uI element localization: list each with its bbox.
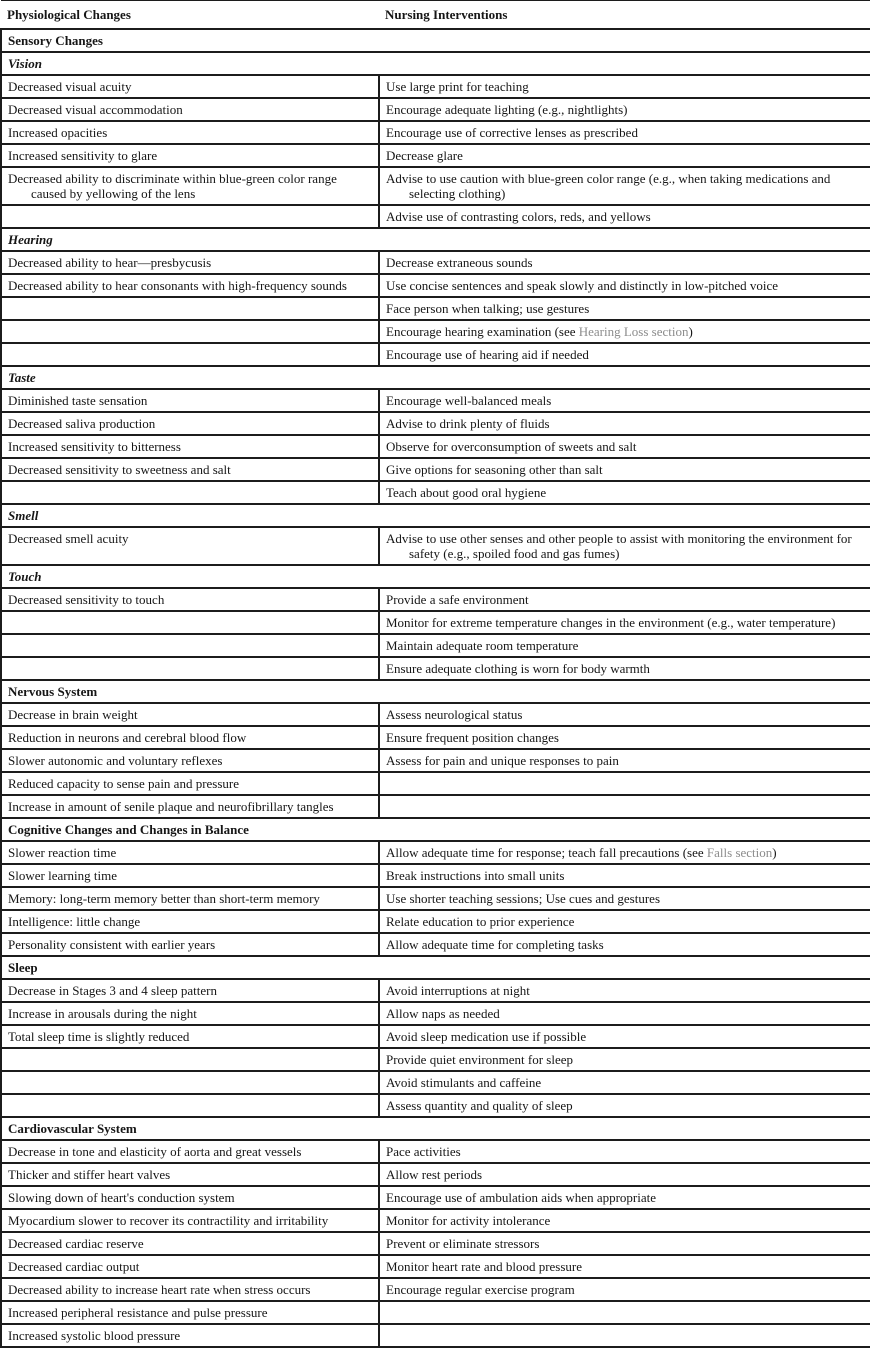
intervention-text: Assess quantity and quality of sleep: [386, 1098, 573, 1113]
physiological-change-cell: Slower learning time: [1, 864, 379, 887]
table-row: [1, 611, 870, 634]
cross-reference-link[interactable]: Falls section: [706, 845, 773, 860]
table-row: [1, 121, 870, 144]
nursing-intervention-cell: [379, 795, 870, 818]
subsection-label: Smell: [1, 504, 870, 527]
nursing-intervention-cell: [379, 481, 870, 504]
physiological-change-cell: [1, 657, 379, 680]
nursing-intervention-cell: [379, 634, 870, 657]
table-row: [1, 98, 870, 121]
nursing-intervention-cell: [379, 527, 870, 565]
physiological-change-cell: Reduced capacity to sense pain and pressure: [1, 772, 379, 795]
subsection-label: Touch: [1, 565, 870, 588]
nursing-intervention-cell: [379, 703, 870, 726]
nursing-intervention-cell: [379, 167, 870, 205]
table-row: [1, 887, 870, 910]
intervention-text: Avoid interruptions at night: [386, 983, 530, 998]
intervention-text: Relate education to prior experience: [386, 914, 575, 929]
intervention-text: Break instructions into small units: [386, 868, 565, 883]
table-row: [1, 144, 870, 167]
nursing-intervention-cell: [379, 1002, 870, 1025]
intervention-text: Assess for pain and unique responses to pain: [386, 753, 619, 768]
intervention-text: Ensure frequent position changes: [386, 730, 559, 745]
table-row: [1, 634, 870, 657]
intervention-text: Give options for seasoning other than salt: [386, 462, 603, 477]
table-row: [1, 1025, 870, 1048]
nursing-intervention-cell: [379, 1301, 870, 1324]
physiological-change-cell: Decreased ability to increase heart rate when stress occurs: [1, 1278, 379, 1301]
nursing-intervention-cell: [379, 1209, 870, 1232]
intervention-text: Encourage adequate lighting (e.g., nightlights): [386, 102, 628, 117]
intervention-text: Encourage well-balanced meals: [386, 393, 552, 408]
table-row: [1, 1163, 870, 1186]
physiological-change-cell: Personality consistent with earlier years: [1, 933, 379, 956]
intervention-text: ): [772, 845, 777, 860]
intervention-text: Advise to use other senses and other people to assist with monitoring the environment for safety (e.g., spoiled food and gas fumes): [386, 531, 852, 561]
intervention-text: Ensure adequate clothing is worn for body warmth: [386, 661, 650, 676]
table-row: [1, 795, 870, 818]
section-row: [1, 29, 870, 52]
column-header-nursing-interventions: Nursing Interventions: [379, 1, 870, 30]
nursing-intervention-cell: [379, 205, 870, 228]
table-row: [1, 167, 870, 205]
physiological-change-cell: [1, 1094, 379, 1117]
physiological-change-cell: Memory: long-term memory better than short-term memory: [1, 887, 379, 910]
physiological-change-cell: Decreased visual accommodation: [1, 98, 379, 121]
table-row: [1, 435, 870, 458]
table-row: [1, 481, 870, 504]
physiological-change-cell: Total sleep time is slightly reduced: [1, 1025, 379, 1048]
physiological-change-cell: [1, 1071, 379, 1094]
nursing-intervention-cell: [379, 435, 870, 458]
physiological-change-cell: Diminished taste sensation: [1, 389, 379, 412]
table-row: [1, 412, 870, 435]
nursing-intervention-cell: [379, 98, 870, 121]
table-header: [1, 1, 870, 30]
intervention-text: Advise use of contrasting colors, reds, and yellows: [386, 209, 651, 224]
nursing-intervention-cell: [379, 458, 870, 481]
section-row: [1, 818, 870, 841]
nursing-intervention-cell: [379, 1186, 870, 1209]
nursing-intervention-cell: [379, 933, 870, 956]
nursing-intervention-cell: [379, 979, 870, 1002]
table-row: [1, 1301, 870, 1324]
intervention-text: Avoid sleep medication use if possible: [386, 1029, 587, 1044]
physiological-change-cell: Increase in arousals during the night: [1, 1002, 379, 1025]
intervention-text: Encourage use of ambulation aids when appropriate: [386, 1190, 657, 1205]
nursing-intervention-cell: [379, 1232, 870, 1255]
physiological-change-cell: Increased sensitivity to glare: [1, 144, 379, 167]
physiological-change-cell: Slower reaction time: [1, 841, 379, 864]
section-label: Cognitive Changes and Changes in Balance: [1, 818, 870, 841]
physiological-change-cell: Decrease in Stages 3 and 4 sleep pattern: [1, 979, 379, 1002]
intervention-text: Use concise sentences and speak slowly and distinctly in low-pitched voice: [386, 278, 779, 293]
physiological-change-cell: [1, 343, 379, 366]
physiological-change-cell: [1, 1048, 379, 1071]
table-row: [1, 657, 870, 680]
nursing-intervention-cell: [379, 749, 870, 772]
physiological-change-cell: Decreased sensitivity to touch: [1, 588, 379, 611]
nursing-intervention-cell: [379, 841, 870, 864]
intervention-text: Advise to drink plenty of fluids: [386, 416, 550, 431]
intervention-text: Monitor for activity intolerance: [386, 1213, 551, 1228]
nursing-intervention-cell: [379, 772, 870, 795]
nursing-intervention-cell: [379, 297, 870, 320]
table-row: [1, 75, 870, 98]
intervention-text: Decrease extraneous sounds: [386, 255, 533, 270]
physiological-change-cell: [1, 320, 379, 343]
nursing-intervention-cell: [379, 1163, 870, 1186]
table-row: [1, 1094, 870, 1117]
section-label: Sleep: [1, 956, 870, 979]
subsection-row: [1, 565, 870, 588]
intervention-text: Encourage regular exercise program: [386, 1282, 575, 1297]
section-label: Cardiovascular System: [1, 1117, 870, 1140]
physiological-change-cell: Decreased sensitivity to sweetness and salt: [1, 458, 379, 481]
nursing-intervention-cell: [379, 1025, 870, 1048]
nursing-intervention-cell: [379, 412, 870, 435]
table-row: [1, 343, 870, 366]
intervention-text: Allow naps as needed: [386, 1006, 500, 1021]
subsection-row: [1, 366, 870, 389]
intervention-text: Prevent or eliminate stressors: [386, 1236, 540, 1251]
physiological-change-cell: Increased sensitivity to bitterness: [1, 435, 379, 458]
table-row: [1, 703, 870, 726]
table-row: [1, 320, 870, 343]
table-row: [1, 1324, 870, 1347]
subsection-label: Vision: [1, 52, 870, 75]
nursing-intervention-cell: [379, 1278, 870, 1301]
table-row: [1, 588, 870, 611]
physiological-change-cell: Increase in amount of senile plaque and neurofibrillary tangles: [1, 795, 379, 818]
intervention-text: Decrease glare: [386, 148, 463, 163]
physiological-change-cell: Decreased ability to discriminate within blue-green color range caused by yellowing of the lens: [1, 167, 379, 205]
physiological-change-cell: Decreased ability to hear consonants with high-frequency sounds: [1, 274, 379, 297]
table-row: [1, 933, 870, 956]
cross-reference-link[interactable]: Hearing Loss section: [578, 324, 689, 339]
table-row: [1, 458, 870, 481]
nursing-intervention-cell: [379, 75, 870, 98]
subsection-label: Hearing: [1, 228, 870, 251]
intervention-text: Allow adequate time for completing tasks: [386, 937, 604, 952]
intervention-text: Monitor for extreme temperature changes in the environment (e.g., water temperature): [386, 615, 836, 630]
physiological-change-cell: Increased opacities: [1, 121, 379, 144]
nursing-intervention-cell: [379, 274, 870, 297]
table-row: [1, 910, 870, 933]
intervention-text: Use shorter teaching sessions; Use cues and gestures: [386, 891, 661, 906]
subsection-row: [1, 504, 870, 527]
subsection-row: [1, 52, 870, 75]
intervention-text: ): [688, 324, 693, 339]
table-row: [1, 864, 870, 887]
nursing-intervention-cell: [379, 1140, 870, 1163]
physiological-change-cell: Myocardium slower to recover its contractility and irritability: [1, 1209, 379, 1232]
intervention-text: Monitor heart rate and blood pressure: [386, 1259, 583, 1274]
physiological-change-cell: Decreased visual acuity: [1, 75, 379, 98]
nursing-intervention-cell: [379, 343, 870, 366]
nursing-intervention-cell: [379, 887, 870, 910]
physiological-change-cell: [1, 481, 379, 504]
table-row: [1, 772, 870, 795]
table-row: [1, 1278, 870, 1301]
nursing-intervention-cell: [379, 121, 870, 144]
table-row: [1, 297, 870, 320]
intervention-text: Encourage hearing examination (see: [386, 324, 579, 339]
intervention-text: Encourage use of corrective lenses as prescribed: [386, 125, 638, 140]
table-row: [1, 1255, 870, 1278]
table-row: [1, 1186, 870, 1209]
table-body: [1, 29, 870, 1347]
table-row: [1, 527, 870, 565]
intervention-text: Avoid stimulants and caffeine: [386, 1075, 542, 1090]
table-row: [1, 1209, 870, 1232]
physiological-change-cell: Decreased smell acuity: [1, 527, 379, 565]
physiological-change-cell: [1, 634, 379, 657]
nursing-intervention-cell: [379, 611, 870, 634]
nursing-intervention-cell: [379, 251, 870, 274]
table-row: [1, 1140, 870, 1163]
physiological-change-cell: Decreased ability to hear—presbycusis: [1, 251, 379, 274]
nursing-intervention-cell: [379, 1094, 870, 1117]
subsection-label: Taste: [1, 366, 870, 389]
intervention-text: Provide a safe environment: [386, 592, 529, 607]
physiological-change-cell: Decreased saliva production: [1, 412, 379, 435]
intervention-text: Encourage use of hearing aid if needed: [386, 347, 589, 362]
table-row: [1, 205, 870, 228]
physiological-change-cell: Decrease in brain weight: [1, 703, 379, 726]
nursing-intervention-cell: [379, 1071, 870, 1094]
table-row: [1, 726, 870, 749]
table-row: [1, 841, 870, 864]
physiological-change-cell: Increased peripheral resistance and pulse pressure: [1, 1301, 379, 1324]
physiological-change-cell: Thicker and stiffer heart valves: [1, 1163, 379, 1186]
subsection-row: [1, 228, 870, 251]
nursing-intervention-cell: [379, 389, 870, 412]
nursing-intervention-cell: [379, 726, 870, 749]
physiological-change-cell: Decreased cardiac reserve: [1, 1232, 379, 1255]
physiological-change-cell: Decreased cardiac output: [1, 1255, 379, 1278]
nursing-intervention-cell: [379, 588, 870, 611]
section-label: Sensory Changes: [1, 29, 870, 52]
physiological-change-cell: [1, 205, 379, 228]
intervention-text: Allow rest periods: [386, 1167, 483, 1182]
intervention-text: Maintain adequate room temperature: [386, 638, 579, 653]
nursing-intervention-cell: [379, 320, 870, 343]
physiological-change-cell: Reduction in neurons and cerebral blood flow: [1, 726, 379, 749]
section-row: [1, 1117, 870, 1140]
header-row: [1, 1, 870, 30]
section-label: Nervous System: [1, 680, 870, 703]
intervention-text: Observe for overconsumption of sweets and salt: [386, 439, 637, 454]
table-row: [1, 1002, 870, 1025]
physiological-change-cell: Decrease in tone and elasticity of aorta and great vessels: [1, 1140, 379, 1163]
nursing-intervention-cell: [379, 1324, 870, 1347]
intervention-text: Use large print for teaching: [386, 79, 529, 94]
nursing-intervention-cell: [379, 1048, 870, 1071]
table-row: [1, 251, 870, 274]
table-row: [1, 389, 870, 412]
intervention-text: Assess neurological status: [386, 707, 523, 722]
section-row: [1, 956, 870, 979]
intervention-text: Advise to use caution with blue-green color range (e.g., when taking medications and selecting clothing): [386, 171, 831, 201]
intervention-text: Pace activities: [386, 1144, 461, 1159]
nursing-intervention-cell: [379, 657, 870, 680]
section-row: [1, 680, 870, 703]
physiological-change-cell: [1, 611, 379, 634]
physiological-change-cell: Slower autonomic and voluntary reflexes: [1, 749, 379, 772]
nursing-intervention-cell: [379, 910, 870, 933]
intervention-text: Face person when talking; use gestures: [386, 301, 590, 316]
table-row: [1, 274, 870, 297]
table-row: [1, 1071, 870, 1094]
intervention-text: Allow adequate time for response; teach fall precautions (see: [386, 845, 707, 860]
physiological-change-cell: Intelligence: little change: [1, 910, 379, 933]
intervention-text: Provide quiet environment for sleep: [386, 1052, 574, 1067]
physiological-change-cell: Increased systolic blood pressure: [1, 1324, 379, 1347]
table-row: [1, 1048, 870, 1071]
intervention-text: Teach about good oral hygiene: [386, 485, 547, 500]
table-row: [1, 749, 870, 772]
table-row: [1, 979, 870, 1002]
column-header-physiological-changes: Physiological Changes: [1, 1, 379, 30]
physiological-change-cell: [1, 297, 379, 320]
nursing-intervention-cell: [379, 144, 870, 167]
nursing-intervention-cell: [379, 1255, 870, 1278]
table-row: [1, 1232, 870, 1255]
nursing-intervention-cell: [379, 864, 870, 887]
physiological-change-cell: Slowing down of heart's conduction system: [1, 1186, 379, 1209]
